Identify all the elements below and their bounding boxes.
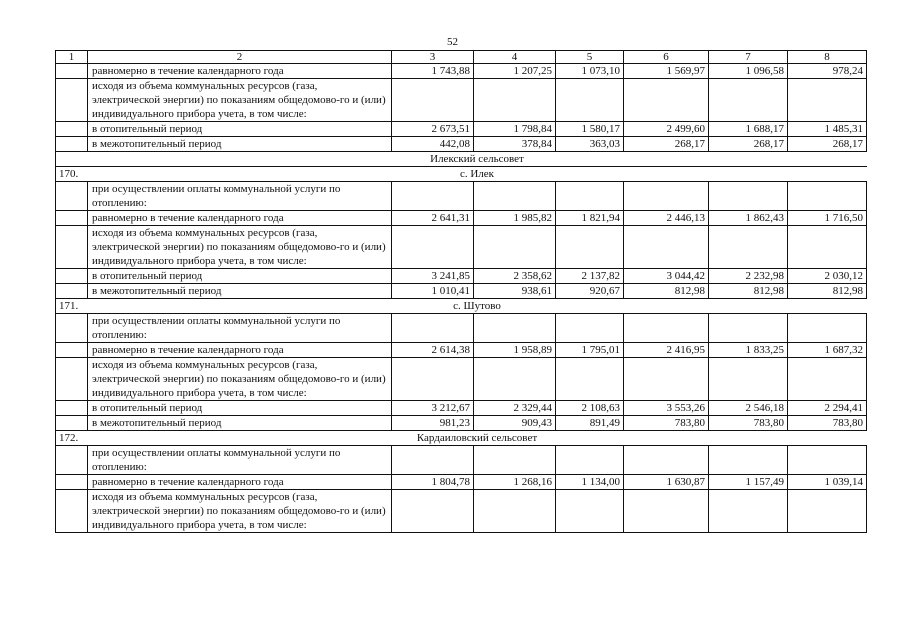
value-cell: 1 580,17: [556, 122, 624, 137]
value-cell: [556, 446, 624, 475]
value-cell: [474, 358, 556, 401]
table-row: [56, 284, 867, 299]
value-cell: 268,17: [709, 137, 788, 152]
row-index: [56, 79, 88, 122]
row-index: [56, 269, 88, 284]
value-cell: 2 446,13: [624, 211, 709, 226]
value-cell: 812,98: [709, 284, 788, 299]
value-cell: 3 553,26: [624, 401, 709, 416]
table-row: [56, 64, 867, 79]
value-cell: [556, 226, 624, 269]
value-cell: 978,24: [788, 64, 867, 79]
row-index: [56, 475, 88, 490]
value-cell: 1 985,82: [474, 211, 556, 226]
value-cell: 1 958,89: [474, 343, 556, 358]
value-cell: 2 137,82: [556, 269, 624, 284]
value-cell: [556, 358, 624, 401]
value-cell: 1 688,17: [709, 122, 788, 137]
value-cell: [624, 182, 709, 211]
row-label: равномерно в течение календарного года: [88, 475, 392, 490]
row-label: при осуществлении оплаты коммунальной услуги по отоплению:: [88, 182, 392, 211]
row-label: в отопительный период: [88, 269, 392, 284]
table-row: [56, 211, 867, 226]
table-row: [56, 401, 867, 416]
value-cell: 363,03: [556, 137, 624, 152]
value-cell: 2 416,95: [624, 343, 709, 358]
row-label: при осуществлении оплаты коммунальной услуги по отоплению:: [88, 446, 392, 475]
table-row: [56, 122, 867, 137]
value-cell: 1 795,01: [556, 343, 624, 358]
table-row: [56, 446, 867, 475]
header-cell: 6: [624, 51, 709, 64]
row-label: исходя из объема коммунальных ресурсов (газа, электрической энергии) по показаниям общедомово-го и (или) индивидуального прибора учета, в том числе:: [88, 226, 392, 269]
value-cell: [392, 446, 474, 475]
value-cell: 938,61: [474, 284, 556, 299]
value-cell: [709, 226, 788, 269]
value-cell: [709, 446, 788, 475]
row-label: равномерно в течение календарного года: [88, 64, 392, 79]
row-label: при осуществлении оплаты коммунальной услуги по отоплению:: [88, 314, 392, 343]
value-cell: 1 630,87: [624, 475, 709, 490]
row-index: 171.: [56, 299, 88, 314]
header-cell: 7: [709, 51, 788, 64]
value-cell: 1 207,25: [474, 64, 556, 79]
row-index: [56, 401, 88, 416]
table-row: [56, 182, 867, 211]
value-cell: [392, 182, 474, 211]
row-index: [56, 211, 88, 226]
header-cell: 1: [56, 51, 88, 64]
row-index: [56, 314, 88, 343]
value-cell: 2 673,51: [392, 122, 474, 137]
value-cell: [624, 79, 709, 122]
row-label: в межотопительный период: [88, 284, 392, 299]
value-cell: 783,80: [624, 416, 709, 431]
value-cell: 1 804,78: [392, 475, 474, 490]
table-row: [56, 226, 867, 269]
header-cell: 3: [392, 51, 474, 64]
header-row: [56, 51, 867, 64]
header-cell: 4: [474, 51, 556, 64]
value-cell: 1 268,16: [474, 475, 556, 490]
value-cell: [624, 490, 709, 533]
row-index: [56, 446, 88, 475]
row-index: 170.: [56, 167, 88, 182]
value-cell: 2 232,98: [709, 269, 788, 284]
header-cell: 8: [788, 51, 867, 64]
value-cell: [392, 490, 474, 533]
section-title: с. Шутово: [88, 299, 867, 314]
value-cell: 3 212,67: [392, 401, 474, 416]
section-title: с. Илек: [88, 167, 867, 182]
row-label: в межотопительный период: [88, 137, 392, 152]
value-cell: [392, 226, 474, 269]
row-index: [56, 490, 88, 533]
section-row: [56, 152, 867, 167]
value-cell: [624, 226, 709, 269]
row-index: 172.: [56, 431, 88, 446]
value-cell: 2 614,38: [392, 343, 474, 358]
value-cell: 2 030,12: [788, 269, 867, 284]
value-cell: 783,80: [709, 416, 788, 431]
value-cell: 1 039,14: [788, 475, 867, 490]
value-cell: 378,84: [474, 137, 556, 152]
value-cell: [788, 226, 867, 269]
value-cell: 920,67: [556, 284, 624, 299]
value-cell: [624, 314, 709, 343]
value-cell: [788, 182, 867, 211]
row-index: [56, 358, 88, 401]
value-cell: 2 329,44: [474, 401, 556, 416]
section-title: Илекский сельсовет: [88, 152, 867, 167]
table-row: [56, 314, 867, 343]
value-cell: [556, 314, 624, 343]
section-title: Кардаиловский сельсовет: [88, 431, 867, 446]
value-cell: [788, 446, 867, 475]
header-cell: 5: [556, 51, 624, 64]
row-index: [56, 122, 88, 137]
value-cell: [474, 490, 556, 533]
row-label: в межотопительный период: [88, 416, 392, 431]
value-cell: 891,49: [556, 416, 624, 431]
table-row: [56, 137, 867, 152]
row-label: исходя из объема коммунальных ресурсов (газа, электрической энергии) по показаниям общедомово-го и (или) индивидуального прибора учета, в том числе:: [88, 358, 392, 401]
value-cell: 2 499,60: [624, 122, 709, 137]
value-cell: 1 134,00: [556, 475, 624, 490]
value-cell: [474, 182, 556, 211]
value-cell: [788, 358, 867, 401]
page-number: 52: [447, 36, 458, 48]
row-index: [56, 284, 88, 299]
value-cell: 268,17: [788, 137, 867, 152]
value-cell: 1 157,49: [709, 475, 788, 490]
value-cell: 3 044,42: [624, 269, 709, 284]
value-cell: 1 821,94: [556, 211, 624, 226]
table-row: [56, 269, 867, 284]
tariff-table: [55, 50, 867, 533]
header-cell: 2: [88, 51, 392, 64]
value-cell: 1 687,32: [788, 343, 867, 358]
row-index: [56, 182, 88, 211]
row-label: равномерно в течение календарного года: [88, 211, 392, 226]
row-index: [56, 226, 88, 269]
table-row: [56, 358, 867, 401]
row-index: [56, 137, 88, 152]
value-cell: 268,17: [624, 137, 709, 152]
value-cell: [474, 314, 556, 343]
value-cell: [624, 358, 709, 401]
value-cell: [474, 446, 556, 475]
table-row: [56, 416, 867, 431]
row-index: [56, 152, 88, 167]
value-cell: [709, 79, 788, 122]
value-cell: 2 108,63: [556, 401, 624, 416]
value-cell: 1 010,41: [392, 284, 474, 299]
value-cell: 909,43: [474, 416, 556, 431]
table-row: [56, 475, 867, 490]
value-cell: 1 096,58: [709, 64, 788, 79]
row-label: равномерно в течение календарного года: [88, 343, 392, 358]
value-cell: 2 294,41: [788, 401, 867, 416]
row-index: [56, 64, 88, 79]
value-cell: [709, 358, 788, 401]
value-cell: [392, 358, 474, 401]
value-cell: [392, 314, 474, 343]
row-label: исходя из объема коммунальных ресурсов (газа, электрической энергии) по показаниям общедомово-го и (или) индивидуального прибора учета, в том числе:: [88, 79, 392, 122]
value-cell: 981,23: [392, 416, 474, 431]
value-cell: [788, 314, 867, 343]
table-row: [56, 490, 867, 533]
value-cell: 783,80: [788, 416, 867, 431]
value-cell: 2 641,31: [392, 211, 474, 226]
value-cell: [474, 79, 556, 122]
value-cell: [709, 182, 788, 211]
value-cell: 1 716,50: [788, 211, 867, 226]
value-cell: 3 241,85: [392, 269, 474, 284]
table-row: [56, 343, 867, 358]
value-cell: 1 485,31: [788, 122, 867, 137]
value-cell: 1 833,25: [709, 343, 788, 358]
value-cell: [392, 79, 474, 122]
value-cell: [788, 490, 867, 533]
row-label: в отопительный период: [88, 401, 392, 416]
row-label: в отопительный период: [88, 122, 392, 137]
value-cell: 1 743,88: [392, 64, 474, 79]
value-cell: [788, 79, 867, 122]
row-index: [56, 416, 88, 431]
value-cell: 1 798,84: [474, 122, 556, 137]
value-cell: [624, 446, 709, 475]
value-cell: 2 546,18: [709, 401, 788, 416]
value-cell: [556, 490, 624, 533]
value-cell: [556, 182, 624, 211]
value-cell: [556, 79, 624, 122]
value-cell: 2 358,62: [474, 269, 556, 284]
value-cell: [474, 226, 556, 269]
value-cell: 1 862,43: [709, 211, 788, 226]
value-cell: 1 569,97: [624, 64, 709, 79]
value-cell: 812,98: [788, 284, 867, 299]
section-row: [56, 431, 867, 446]
value-cell: 1 073,10: [556, 64, 624, 79]
section-row: [56, 167, 867, 182]
table-row: [56, 79, 867, 122]
value-cell: [709, 314, 788, 343]
row-label: исходя из объема коммунальных ресурсов (газа, электрической энергии) по показаниям общедомово-го и (или) индивидуального прибора учета, в том числе:: [88, 490, 392, 533]
value-cell: [709, 490, 788, 533]
value-cell: 442,08: [392, 137, 474, 152]
value-cell: 812,98: [624, 284, 709, 299]
row-index: [56, 343, 88, 358]
section-row: [56, 299, 867, 314]
